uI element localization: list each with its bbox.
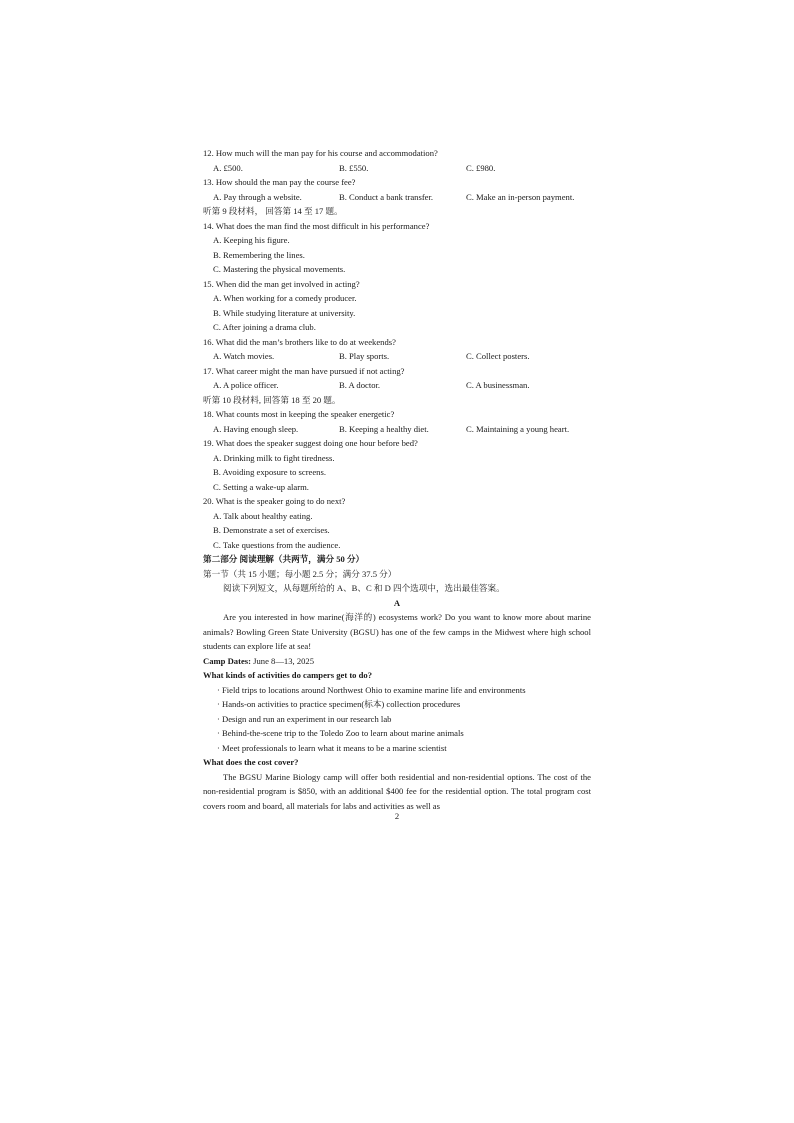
question-18: 18. What counts most in keeping the speaker energetic? [203,409,395,419]
options-12 [203,161,591,176]
option-b: B. Play sports. [339,351,390,361]
cost-paragraph: The BGSU Marine Biology camp will offer both residential and non-residential options. The cost of the non-residential program is $850, with an additional $400 fee for the residential option. The total program cost covers room and board, all materials for labs and activities as well as [203,771,591,811]
page-content [203,146,591,813]
option-a: A. Having enough sleep. [213,423,299,434]
option-c: C. Collect posters. [466,351,530,361]
option-b: B. Demonstrate a set of exercises. [213,525,330,535]
option-c: C. A businessman. [466,380,530,390]
section-title: 第二部分 阅读理解（共两节，满分 50 分） [203,554,365,564]
question-13: 13. How should the man pay the course fee? [203,177,356,187]
activity-item: · Design and run an experiment in our research lab [217,713,392,724]
section-instruction: 阅读下列短文，从每题所给的 A、B、C 和 D 四个选项中，选出最佳答案。 [223,583,505,593]
option-a: A. £500. [213,162,243,173]
passage-intro-paragraph: Are you interested in how marine(海洋的) ecosystems work? Do you want to know more about marine animals? Bowling Green State University (BGSU) has one of the few camps in the Midwest where high school students can explore life at sea! [203,612,591,651]
page-number: 2 [394,811,400,821]
option-b: B. Conduct a bank transfer. [339,191,434,202]
question-17: 17. What career might the man have pursued if not acting? [203,365,405,376]
passage-letter: A [393,597,401,608]
camp-dates-value: June 8—13, 2025 [250,655,315,666]
camp-dates-label: Camp Dates: [203,655,251,666]
question-16: 16. What did the man’s brothers like to do at weekends? [203,336,396,347]
option-a: A. Talk about healthy eating. [213,510,313,521]
option-c: C. Setting a wake-up alarm. [213,481,309,492]
option-a: A. Drinking milk to fight tiredness. [213,452,335,463]
option-a: A. A police officer. [213,380,279,390]
options-16 [203,349,591,364]
option-c: C. After joining a drama club. [213,322,316,332]
option-b: B. £550. [339,162,369,173]
section-subtitle: 第一节（共 15 小题；每小题 2.5 分；满分 37.5 分） [203,568,397,579]
listening-intro-10: 听第 10 段材料, 回答第 18 至 20 题。 [203,394,341,405]
option-c: C. Mastering the physical movements. [213,264,346,274]
option-c: C. Make an in-person payment. [466,191,575,202]
question-15: 15. When did the man get involved in acting? [203,278,360,289]
question-19: 19. What does the speaker suggest doing one hour before bed? [203,438,418,448]
question-20: 20. What is the speaker going to do next? [203,496,346,506]
camp-dates [203,654,591,669]
option-b: B. Keeping a healthy diet. [339,423,429,434]
question-14: 14. What does the man find the most difficult in his performance? [203,220,430,231]
option-b: B. A doctor. [339,380,381,390]
activity-item: · Hands-on activities to practice specimen(标本) collection procedures [217,699,461,709]
option-c: C. Take questions from the audience. [213,539,341,550]
question-12: 12. How much will the man pay for his course and accommodation? [203,148,438,158]
option-c: C. Maintaining a young heart. [466,423,570,434]
activities-heading: What kinds of activities do campers get to do? [203,670,373,680]
options-13 [203,190,591,205]
option-a: A. Keeping his figure. [213,235,290,245]
option-c: C. £980. [466,162,496,173]
activity-item: · Field trips to locations around Northwest Ohio to examine marine life and environments [217,684,526,695]
activity-item: · Behind-the-scene trip to the Toledo Zoo to learn about marine animals [217,728,464,738]
option-b: B. Avoiding exposure to screens. [213,467,326,477]
option-a: A. Pay through a website. [213,191,302,202]
option-a: A. When working for a comedy producer. [213,293,357,303]
cost-heading: What does the cost cover? [203,757,299,767]
listening-intro-9: 听第 9 段材料， 回答第 14 至 17 题。 [203,206,343,216]
option-b: B. Remembering the lines. [213,249,305,260]
option-a: A. Watch movies. [213,351,275,361]
options-18 [203,422,591,437]
option-b: B. While studying literature at university. [213,307,356,318]
activity-item: · Meet professionals to learn what it means to be a marine scientist [217,742,447,753]
options-17 [203,378,591,393]
